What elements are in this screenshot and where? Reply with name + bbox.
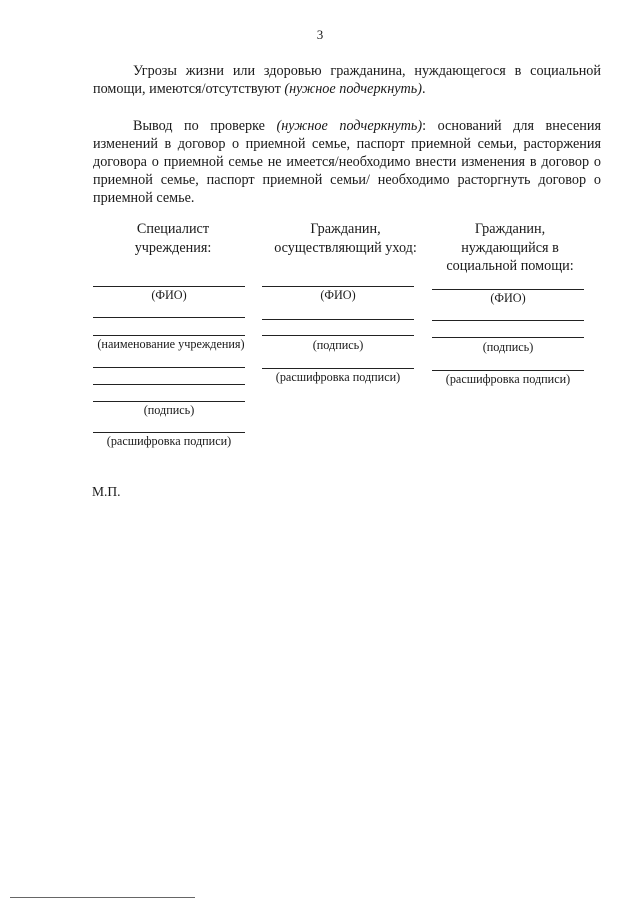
threat-text: Угрозы жизни или здоровью гражданина, нуждающегося в социальной помощи, имеются/отсутствуют: [93, 63, 601, 97]
col3-header: Гражданин, нуждающийся в социальной помощи:: [446, 221, 574, 274]
col1-institution-line-2[interactable]: [93, 335, 245, 336]
col3-decoding-line[interactable]: [432, 370, 584, 371]
col3-signature-caption: (подпись): [482, 340, 534, 354]
col2-signature-caption: (подпись): [312, 338, 364, 352]
col1-institution-line-1[interactable]: [93, 317, 245, 318]
col3-fio-caption: (ФИО): [490, 291, 526, 305]
conclusion-note: (нужное подчеркнуть): [276, 118, 423, 134]
stamp-label: М.П.: [92, 484, 121, 499]
col1-decoding-caption: (расшифровка подписи): [106, 434, 232, 448]
page-number: 3: [316, 27, 324, 42]
conclusion-rest: : оснований для внесения изменений в договор о приемной семье, паспорт приемной семьи, расторжения договора о приемной семье не имеется/необходимо внести изменения в договор о приемной семье, паспорт приемной семьи/ необходимо расторгнуть договор о приемной семье.: [93, 118, 601, 206]
conclusion-start: Вывод по проверке: [133, 118, 265, 134]
col3-decoding-caption: (расшифровка подписи): [445, 372, 571, 386]
col1-institution-caption: (наименование учреждения): [97, 337, 245, 351]
col1-extra-line-1[interactable]: [93, 367, 245, 368]
col2-decoding-line[interactable]: [262, 368, 414, 369]
col1-fio-caption: (ФИО): [151, 288, 187, 302]
col1-signature-caption: (подпись): [143, 403, 195, 417]
threat-paragraph: Угрозы жизни или здоровью гражданина, нуждающегося в социальной помощи, имеются/отсутствуют (нужное подчеркнуть).: [93, 63, 601, 97]
conclusion-paragraph: [93, 117, 601, 207]
col2-signature-line-1[interactable]: [262, 319, 414, 320]
col1-header: Специалист учреждения:: [134, 221, 212, 256]
col2-signature-line-2[interactable]: [262, 335, 414, 336]
col3-signature-line-1[interactable]: [432, 320, 584, 321]
col2-fio-caption: (ФИО): [320, 288, 356, 302]
col1-signature-line[interactable]: [93, 401, 245, 402]
col2-header: Гражданин, осуществляющий уход:: [274, 221, 417, 256]
col1-decoding-line[interactable]: [93, 432, 245, 433]
col3-fio-line[interactable]: [432, 289, 584, 290]
col1-extra-line-2[interactable]: [93, 384, 245, 385]
threat-note: (нужное подчеркнуть): [284, 81, 422, 97]
col2-fio-line[interactable]: [262, 286, 414, 287]
footnote-divider: [10, 897, 195, 898]
col1-fio-line[interactable]: [93, 286, 245, 287]
col2-decoding-caption: (расшифровка подписи): [275, 370, 401, 384]
col3-signature-line-2[interactable]: [432, 337, 584, 338]
